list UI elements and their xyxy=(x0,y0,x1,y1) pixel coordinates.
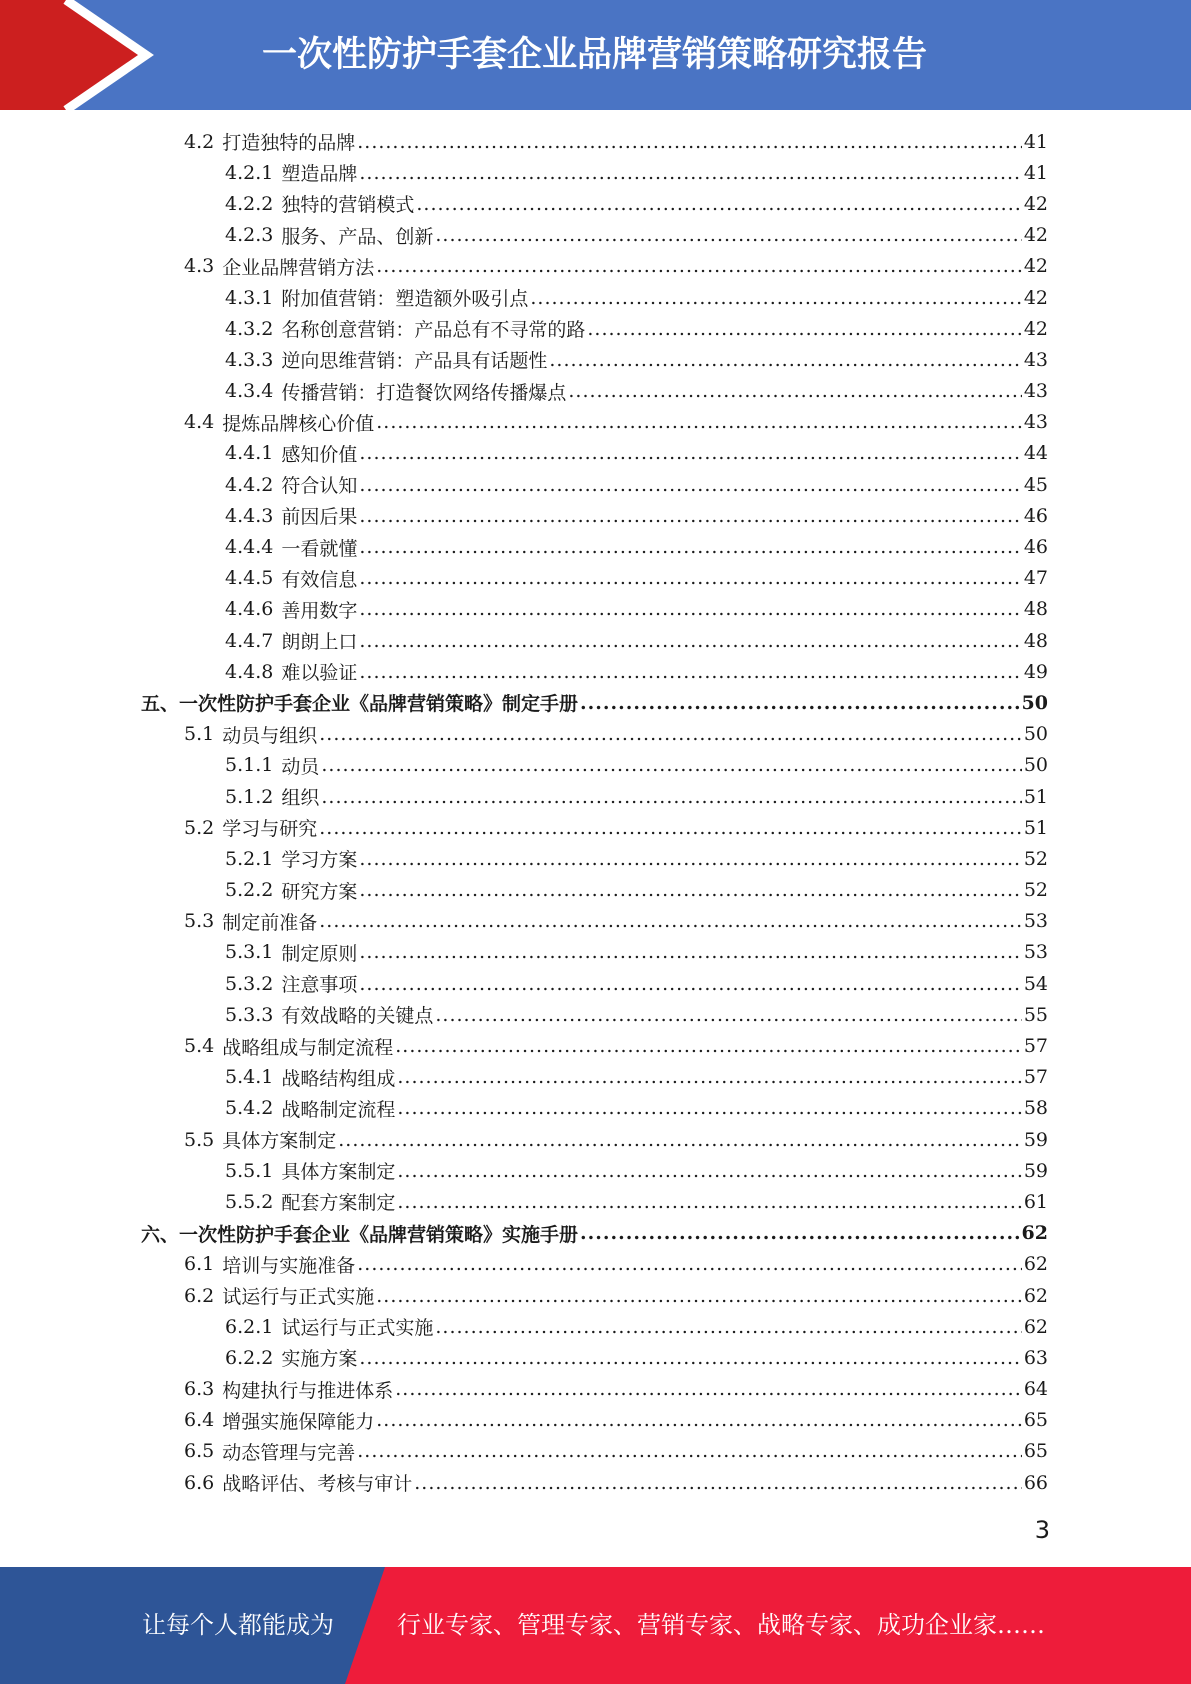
toc-entry-page: 64 xyxy=(1023,1378,1048,1401)
toc-leader-dots xyxy=(397,1191,1021,1213)
toc-leader-dots xyxy=(376,1409,1022,1431)
toc-entry-number: 4.2.2 xyxy=(225,192,274,215)
toc-entry-page: 44 xyxy=(1023,442,1048,465)
toc-entry-page: 53 xyxy=(1023,941,1048,964)
toc-entry[interactable] xyxy=(141,687,1048,718)
toc-entry-title: 试运行与正式实施 xyxy=(222,1286,375,1309)
toc-entry-title: 配套方案制定 xyxy=(281,1192,396,1215)
toc-leader-dots xyxy=(568,380,1021,402)
toc-entry-page: 52 xyxy=(1023,879,1048,902)
toc-entry-title: 战略评估、考核与审计 xyxy=(222,1473,413,1496)
toc-entry-number: 6.6 xyxy=(184,1471,215,1494)
toc-entry[interactable] xyxy=(141,563,1048,594)
toc-entry-page: 62 xyxy=(1023,1315,1048,1338)
toc-entry-page: 58 xyxy=(1023,1097,1048,1120)
toc-entry-number: 5.5.2 xyxy=(225,1190,274,1213)
toc-entry-number: 6.2.2 xyxy=(225,1346,274,1369)
toc-entry-title: 打造独特的品牌 xyxy=(222,132,356,155)
toc-entry-number: 5.1.1 xyxy=(225,754,274,777)
toc-entry-number: 5.4 xyxy=(184,1035,215,1058)
toc-entry-number: 4.3.4 xyxy=(225,380,274,403)
header-chevron-icon xyxy=(0,0,160,110)
page-header xyxy=(0,0,1191,110)
toc-entry-title: 制定原则 xyxy=(281,942,358,965)
toc-entry[interactable] xyxy=(141,1280,1048,1311)
toc-entry-title: 附加值营销：塑造额外吸引点 xyxy=(281,288,529,311)
toc-entry-number: 4.3 xyxy=(184,255,215,278)
toc-entry-number: 5.3.3 xyxy=(225,1003,274,1026)
toc-entry-number: 6.4 xyxy=(184,1409,215,1432)
toc-entry-title: 组织 xyxy=(281,787,320,810)
toc-entry[interactable] xyxy=(141,376,1048,407)
toc-entry-page: 63 xyxy=(1023,1346,1048,1369)
toc-leader-dots xyxy=(397,1097,1021,1119)
toc-entry-page: 43 xyxy=(1023,411,1048,434)
toc-entry-page: 42 xyxy=(1023,255,1048,278)
toc-entry[interactable] xyxy=(141,1342,1048,1373)
toc-entry[interactable] xyxy=(141,656,1048,687)
toc-entry-page: 61 xyxy=(1023,1190,1048,1213)
toc-leader-dots xyxy=(397,1066,1021,1088)
toc-entry[interactable] xyxy=(141,188,1048,219)
toc-entry-number: 6.2.1 xyxy=(225,1315,274,1338)
toc-entry-number: 5.5.1 xyxy=(225,1159,274,1182)
toc-entry-title: 战略制定流程 xyxy=(281,1098,396,1121)
toc-entry-number: 4.4.7 xyxy=(225,629,274,652)
toc-entry-page: 42 xyxy=(1023,286,1048,309)
toc-entry-number: 5.2 xyxy=(184,816,215,839)
report-title: 一次性防护手套企业品牌营销策略研究报告 xyxy=(262,35,928,75)
toc-entry-number: 5.3.1 xyxy=(225,941,274,964)
toc-leader-dots xyxy=(359,567,1021,589)
toc-leader-dots xyxy=(359,474,1021,496)
toc-entry-page: 52 xyxy=(1023,847,1048,870)
toc-entry-page: 59 xyxy=(1023,1159,1048,1182)
toc-leader-dots xyxy=(435,1316,1021,1338)
toc-entry-title: 善用数字 xyxy=(281,599,358,622)
toc-entry-number: 4.4.6 xyxy=(225,598,274,621)
toc-entry[interactable] xyxy=(141,625,1048,656)
toc-entry-number: 5.2.1 xyxy=(225,847,274,870)
toc-entry-title: 动员与组织 xyxy=(222,724,318,747)
toc-leader-dots xyxy=(357,1253,1022,1275)
toc-entry-title: 塑造品牌 xyxy=(281,163,358,186)
toc-leader-dots xyxy=(435,224,1021,246)
toc-entry[interactable] xyxy=(141,469,1048,500)
toc-entry-page: 65 xyxy=(1023,1440,1048,1463)
toc-entry-title: 学习与研究 xyxy=(222,818,318,841)
toc-entry-page: 50 xyxy=(1021,691,1048,714)
toc-entry-title: 动员 xyxy=(281,755,320,778)
toc-entry-page: 65 xyxy=(1023,1409,1048,1432)
toc-entry[interactable] xyxy=(141,968,1048,999)
toc-entry[interactable] xyxy=(141,1062,1048,1093)
toc-entry-page: 53 xyxy=(1023,910,1048,933)
toc-entry-number: 4.3.1 xyxy=(225,286,274,309)
toc-entry-page: 43 xyxy=(1023,380,1048,403)
toc-entry-number: 4.2 xyxy=(184,130,215,153)
toc-entry-page: 41 xyxy=(1023,130,1048,153)
toc-entry-number: 4.3.3 xyxy=(225,348,274,371)
toc-entry-number: 5.5 xyxy=(184,1128,215,1151)
toc-entry-number: 5.4.2 xyxy=(225,1097,274,1120)
toc-entry-number: 4.4.4 xyxy=(225,536,274,559)
toc-entry-title: 培训与实施准备 xyxy=(222,1254,356,1277)
toc-leader-dots xyxy=(359,879,1021,901)
toc-entry[interactable] xyxy=(141,875,1048,906)
toc-entry[interactable] xyxy=(141,1124,1048,1155)
toc-entry-page: 57 xyxy=(1023,1035,1048,1058)
toc-entry[interactable] xyxy=(141,1249,1048,1280)
toc-entry-page: 62 xyxy=(1023,1253,1048,1276)
toc-entry-page: 55 xyxy=(1023,1003,1048,1026)
toc-entry[interactable] xyxy=(141,157,1048,188)
toc-entry-title: 难以验证 xyxy=(281,662,358,685)
footer-slogan-right: 行业专家、管理专家、营销专家、战略专家、成功企业家…… xyxy=(397,1611,1045,1639)
toc-entry-number: 6.3 xyxy=(184,1378,215,1401)
toc-leader-dots xyxy=(357,1440,1022,1462)
toc-leader-dots xyxy=(414,1472,1022,1494)
toc-entry-number: 6.1 xyxy=(184,1253,215,1276)
toc-entry-number: 6.2 xyxy=(184,1284,215,1307)
toc-leader-dots xyxy=(359,162,1021,184)
toc-leader-dots xyxy=(321,754,1021,776)
toc-entry-page: 54 xyxy=(1023,972,1048,995)
toc-entry-title: 五、一次性防护手套企业《品牌营销策略》制定手册 xyxy=(141,693,579,716)
toc-entry-title: 感知价值 xyxy=(281,443,358,466)
toc-entry-title: 独特的营销模式 xyxy=(281,194,415,217)
toc-leader-dots xyxy=(580,1222,1020,1244)
toc-leader-dots xyxy=(359,598,1021,620)
toc-entry[interactable] xyxy=(141,719,1048,750)
toc-entry[interactable] xyxy=(141,1374,1048,1405)
toc-entry-page: 49 xyxy=(1023,660,1048,683)
toc-entry[interactable] xyxy=(141,313,1048,344)
toc-leader-dots xyxy=(359,941,1021,963)
toc-entry-number: 5.4.1 xyxy=(225,1066,274,1089)
toc-entry-title: 有效信息 xyxy=(281,568,358,591)
toc-entry-title: 实施方案 xyxy=(281,1348,358,1371)
toc-entry-title: 试运行与正式实施 xyxy=(281,1317,434,1340)
toc-leader-dots xyxy=(359,536,1021,558)
toc-leader-dots xyxy=(416,193,1021,215)
toc-entry[interactable] xyxy=(141,1405,1048,1436)
toc-entry[interactable] xyxy=(141,1186,1048,1217)
toc-leader-dots xyxy=(359,848,1021,870)
toc-entry-page: 41 xyxy=(1023,161,1048,184)
toc-entry-page: 50 xyxy=(1023,723,1048,746)
toc-entry[interactable] xyxy=(141,531,1048,562)
toc-entry-title: 战略组成与制定流程 xyxy=(222,1036,394,1059)
toc-entry[interactable] xyxy=(141,594,1048,625)
toc-entry-page: 46 xyxy=(1023,504,1048,527)
page-footer xyxy=(0,1567,1191,1684)
toc-entry-title: 动态管理与完善 xyxy=(222,1441,356,1464)
toc-entry-title: 符合认知 xyxy=(281,475,358,498)
toc-entry-number: 5.2.2 xyxy=(225,879,274,902)
toc-entry-page: 46 xyxy=(1023,536,1048,559)
toc-entry-title: 具体方案制定 xyxy=(281,1161,396,1184)
toc-entry-number: 5.3.2 xyxy=(225,972,274,995)
toc-leader-dots xyxy=(359,505,1021,527)
toc-entry-title: 研究方案 xyxy=(281,880,358,903)
toc-entry-title: 增强实施保障能力 xyxy=(222,1410,375,1433)
toc-leader-dots xyxy=(359,973,1021,995)
toc-entry-page: 50 xyxy=(1023,754,1048,777)
table-of-contents xyxy=(141,126,1048,1498)
toc-leader-dots xyxy=(587,318,1021,340)
toc-leader-dots xyxy=(530,287,1021,309)
toc-leader-dots xyxy=(357,131,1022,153)
toc-entry-title: 制定前准备 xyxy=(222,911,318,934)
toc-entry[interactable] xyxy=(141,1311,1048,1342)
page-number: 3 xyxy=(1034,1516,1050,1544)
toc-entry[interactable] xyxy=(141,1467,1048,1498)
toc-leader-dots xyxy=(321,786,1021,808)
toc-entry[interactable] xyxy=(141,750,1048,781)
toc-entry-number: 4.3.2 xyxy=(225,317,274,340)
toc-entry-title: 名称创意营销：产品总有不寻常的路 xyxy=(281,319,586,342)
toc-entry-title: 注意事项 xyxy=(281,974,358,997)
toc-entry[interactable] xyxy=(141,1093,1048,1124)
toc-entry-page: 43 xyxy=(1023,348,1048,371)
toc-entry-title: 一看就懂 xyxy=(281,537,358,560)
toc-entry[interactable] xyxy=(141,1218,1048,1249)
toc-leader-dots xyxy=(319,723,1022,745)
toc-leader-dots xyxy=(319,817,1022,839)
toc-entry-page: 48 xyxy=(1023,598,1048,621)
toc-leader-dots xyxy=(359,442,1021,464)
toc-entry[interactable] xyxy=(141,126,1048,157)
toc-entry[interactable] xyxy=(141,1436,1048,1467)
toc-entry-number: 4.4.8 xyxy=(225,660,274,683)
toc-entry[interactable] xyxy=(141,251,1048,282)
toc-entry[interactable] xyxy=(141,906,1048,937)
toc-entry-page: 51 xyxy=(1023,816,1048,839)
toc-entry-title: 前因后果 xyxy=(281,506,358,529)
toc-leader-dots xyxy=(359,630,1021,652)
toc-entry-title: 六、一次性防护手套企业《品牌营销策略》实施手册 xyxy=(141,1223,579,1246)
toc-entry-page: 57 xyxy=(1023,1066,1048,1089)
toc-entry-page: 42 xyxy=(1023,224,1048,247)
toc-entry-title: 具体方案制定 xyxy=(222,1130,337,1153)
toc-entry-title: 逆向思维营销：产品具有话题性 xyxy=(281,350,548,373)
toc-leader-dots xyxy=(359,1347,1021,1369)
toc-leader-dots xyxy=(435,1004,1021,1026)
toc-entry-title: 服务、产品、创新 xyxy=(281,225,434,248)
toc-entry-number: 4.4.2 xyxy=(225,473,274,496)
toc-entry-title: 构建执行与推进体系 xyxy=(222,1379,394,1402)
toc-entry-number: 4.2.3 xyxy=(225,224,274,247)
toc-entry-page: 48 xyxy=(1023,629,1048,652)
toc-entry[interactable] xyxy=(141,999,1048,1030)
toc-leader-dots xyxy=(376,1285,1022,1307)
toc-entry[interactable] xyxy=(141,1155,1048,1186)
toc-entry-page: 62 xyxy=(1021,1222,1048,1245)
toc-entry-number: 4.4.3 xyxy=(225,504,274,527)
toc-leader-dots xyxy=(549,349,1021,371)
toc-entry-page: 62 xyxy=(1023,1284,1048,1307)
toc-entry-page: 51 xyxy=(1023,785,1048,808)
toc-entry-page: 42 xyxy=(1023,317,1048,340)
toc-entry[interactable] xyxy=(141,500,1048,531)
footer-slogan-left: 让每个人都能成为 xyxy=(142,1611,334,1639)
toc-leader-dots xyxy=(395,1378,1022,1400)
toc-entry[interactable] xyxy=(141,282,1048,313)
toc-leader-dots xyxy=(338,1129,1022,1151)
toc-entry-page: 45 xyxy=(1023,473,1048,496)
toc-entry-page: 59 xyxy=(1023,1128,1048,1151)
toc-entry-number: 5.1.2 xyxy=(225,785,274,808)
toc-entry-title: 战略结构组成 xyxy=(281,1067,396,1090)
toc-leader-dots xyxy=(359,661,1021,683)
toc-entry-title: 学习方案 xyxy=(281,849,358,872)
toc-entry-page: 47 xyxy=(1023,567,1048,590)
toc-leader-dots xyxy=(580,692,1020,714)
toc-entry-title: 有效战略的关键点 xyxy=(281,1005,434,1028)
toc-entry-title: 朗朗上口 xyxy=(281,631,358,654)
toc-entry-number: 6.5 xyxy=(184,1440,215,1463)
toc-entry[interactable] xyxy=(141,220,1048,251)
toc-entry-number: 5.3 xyxy=(184,910,215,933)
toc-leader-dots xyxy=(395,1035,1022,1057)
toc-entry[interactable] xyxy=(141,843,1048,874)
toc-leader-dots xyxy=(376,411,1022,433)
toc-entry[interactable] xyxy=(141,781,1048,812)
toc-entry[interactable] xyxy=(141,937,1048,968)
toc-entry[interactable] xyxy=(141,407,1048,438)
toc-entry-title: 提炼品牌核心价值 xyxy=(222,412,375,435)
toc-entry[interactable] xyxy=(141,812,1048,843)
toc-leader-dots xyxy=(397,1160,1021,1182)
toc-entry-number: 4.4 xyxy=(184,411,215,434)
toc-entry-title: 传播营销：打造餐饮网络传播爆点 xyxy=(281,381,567,404)
toc-entry[interactable] xyxy=(141,1030,1048,1061)
toc-entry-number: 5.1 xyxy=(184,723,215,746)
toc-leader-dots xyxy=(376,255,1022,277)
toc-entry[interactable] xyxy=(141,438,1048,469)
toc-leader-dots xyxy=(319,910,1022,932)
toc-entry-number: 4.2.1 xyxy=(225,161,274,184)
toc-entry-page: 42 xyxy=(1023,192,1048,215)
toc-entry-number: 4.4.1 xyxy=(225,442,274,465)
toc-entry[interactable] xyxy=(141,344,1048,375)
toc-entry-page: 66 xyxy=(1023,1471,1048,1494)
toc-entry-number: 4.4.5 xyxy=(225,567,274,590)
toc-entry-title: 企业品牌营销方法 xyxy=(222,256,375,279)
